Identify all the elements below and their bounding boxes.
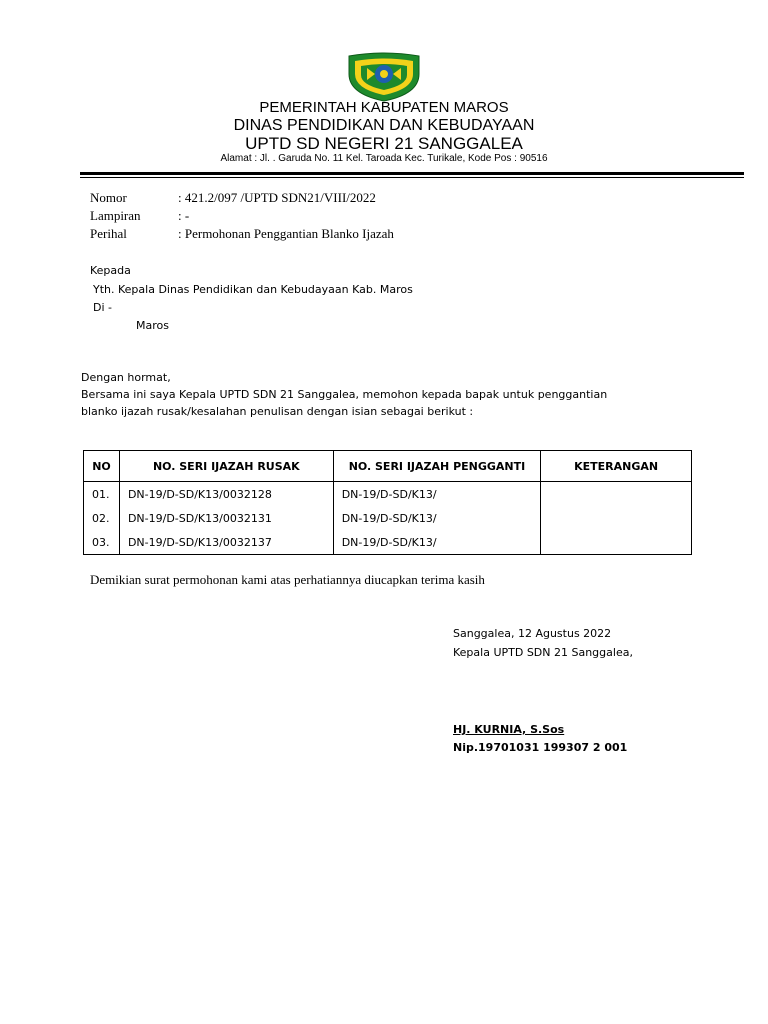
closing-sentence: Demikian surat permohonan kami atas perhatiannya diucapkan terima kasih <box>90 572 485 587</box>
letterhead-address: Alamat : Jl. . Garuda No. 11 Kel. Taroada Kec. Turikale, Kode Pos : 90516 <box>220 153 548 164</box>
cell-no: 02. <box>84 506 120 530</box>
lampiran-value: : - <box>178 208 190 223</box>
body-paragraph-line2: blanko ijazah rusak/kesalahan penulisan dengan isian sebagai berikut : <box>81 405 474 418</box>
greeting: Dengan hormat, <box>81 371 171 384</box>
cell-seri-rusak: DN-19/D-SD/K13/0032137 <box>119 530 333 555</box>
cell-seri-rusak: DN-19/D-SD/K13/0032131 <box>119 506 333 530</box>
letterhead-school: UPTD SD NEGERI 21 SANGGALEA <box>245 134 523 153</box>
cell-keterangan <box>541 506 692 530</box>
letterhead-rule-thick <box>80 172 744 175</box>
perihal-label: Perihal <box>90 226 127 241</box>
letterhead-rule-thin <box>80 177 744 178</box>
recipient-title: Yth. Kepala Dinas Pendidikan dan Kebudayaan Kab. Maros <box>93 283 413 296</box>
cell-no: 03. <box>84 530 120 555</box>
header-seri-rusak: NO. SERI IJAZAH RUSAK <box>119 451 333 482</box>
table-row <box>84 530 692 555</box>
body-paragraph-line1: Bersama ini saya Kepala UPTD SDN 21 Sanggalea, memohon kepada bapak untuk penggantian <box>81 388 608 401</box>
table-header-row <box>84 451 692 482</box>
cell-keterangan <box>541 530 692 555</box>
recipient-city: Maros <box>136 319 169 332</box>
table-row <box>84 506 692 530</box>
signature-place-date: Sanggalea, 12 Agustus 2022 <box>453 627 612 640</box>
header-no: NO <box>84 451 120 482</box>
nomor-label: Nomor <box>90 190 127 205</box>
table-row <box>84 482 692 507</box>
perihal-value: : Permohonan Penggantian Blanko Ijazah <box>178 226 394 241</box>
header-keterangan: KETERANGAN <box>541 451 692 482</box>
signature-name: HJ. KURNIA, S.Sos <box>453 723 565 736</box>
recipient-di: Di - <box>93 301 112 314</box>
cell-seri-rusak: DN-19/D-SD/K13/0032128 <box>119 482 333 507</box>
cell-no: 01. <box>84 482 120 507</box>
header-seri-pengganti: NO. SERI IJAZAH PENGGANTI <box>333 451 541 482</box>
cell-seri-pengganti: DN-19/D-SD/K13/ <box>333 482 541 507</box>
recipient-kepada: Kepada <box>90 264 131 277</box>
cell-keterangan <box>541 482 692 507</box>
regency-crest-logo <box>345 52 423 102</box>
nomor-value: : 421.2/097 /UPTD SDN21/VIII/2022 <box>178 190 376 205</box>
letterhead-government: PEMERINTAH KABUPATEN MAROS <box>259 99 509 116</box>
signature-position: Kepala UPTD SDN 21 Sanggalea, <box>453 646 633 659</box>
cell-seri-pengganti: DN-19/D-SD/K13/ <box>333 530 541 555</box>
ijazah-table <box>83 450 692 555</box>
signature-nip: Nip.19701031 199307 2 001 <box>453 741 628 754</box>
letterhead-department: DINAS PENDIDIKAN DAN KEBUDAYAAN <box>233 117 535 134</box>
lampiran-label: Lampiran <box>90 208 141 223</box>
cell-seri-pengganti: DN-19/D-SD/K13/ <box>333 506 541 530</box>
